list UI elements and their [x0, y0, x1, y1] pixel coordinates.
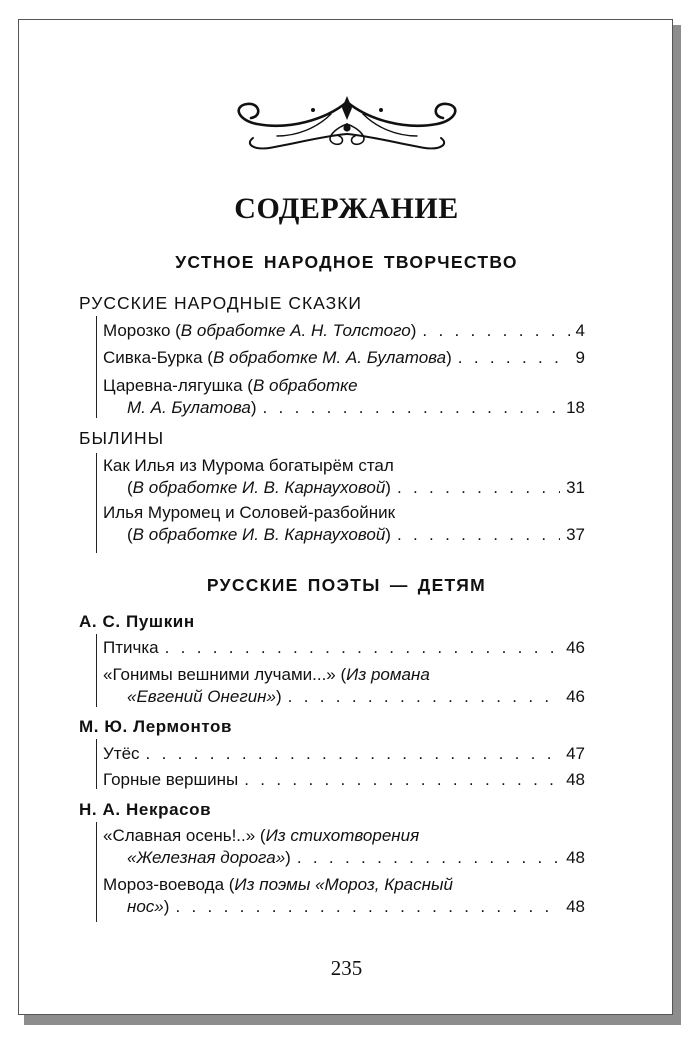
- toc-entry[interactable]: [103, 768, 585, 790]
- group-rule: [96, 822, 97, 922]
- entry-title: Мороз-воевода: [103, 875, 225, 894]
- entry-title: Морозко: [103, 321, 171, 340]
- leader-dots: [169, 897, 560, 917]
- entry-note: Из романа: [346, 665, 430, 684]
- entry-note: В обработке А. Н. Толстого: [180, 321, 411, 340]
- entry-page: 46: [566, 687, 585, 706]
- entry-note: М. А. Булатова: [127, 398, 251, 417]
- entry-note: В обработке: [252, 376, 358, 395]
- toc-entry-line1[interactable]: Царевна-лягушка (В обработке: [103, 376, 358, 395]
- entry-title: Илья Муромец и Соловей-разбойник: [103, 503, 396, 522]
- toc-entry[interactable]: (В обработке И. В. Карнауховой) . . . 37: [127, 523, 585, 545]
- entry-title: Утёс: [103, 744, 140, 763]
- entry-page: 46: [566, 638, 585, 657]
- group-rule: [96, 316, 97, 418]
- toc-entry[interactable]: (В обработке И. В. Карнауховой) . . . 31: [127, 476, 585, 498]
- toc-entry-line1[interactable]: «Гонимы вешними лучами...» (Из романа: [103, 665, 430, 684]
- group-rule: [96, 739, 97, 789]
- leader-dots: [391, 478, 560, 498]
- leader-dots: [257, 398, 561, 418]
- toc-entry[interactable]: М. А. Булатова) . . . 18: [127, 396, 585, 418]
- entry-title: Птичка: [103, 638, 159, 657]
- entry-page: 9: [575, 348, 585, 367]
- entry-note: «Железная дорога»: [127, 848, 286, 867]
- entry-title: Горные вершины: [103, 770, 239, 789]
- leader-dots: [416, 321, 569, 341]
- entry-page: 31: [566, 478, 585, 497]
- entry-page: 37: [566, 525, 585, 544]
- leader-dots: [282, 687, 560, 707]
- leader-dots: [391, 525, 560, 545]
- leader-dots: [452, 348, 570, 368]
- author-name: Н. А. Некрасов: [79, 800, 212, 819]
- entry-note: В обработке И. В. Карнауховой: [132, 478, 386, 497]
- leader-dots: [291, 848, 560, 868]
- entry-note: «Евгений Онегин»: [127, 687, 276, 706]
- toc-entry-line1[interactable]: «Славная осень!..» (Из стихотворения: [103, 826, 420, 845]
- toc-entry[interactable]: Морозко (В обработке А. Н. Толстого) . . . 4: [103, 319, 585, 341]
- toc-entry[interactable]: нос») . . . 48: [127, 895, 585, 917]
- entry-page: 47: [566, 744, 585, 763]
- toc-entry-line1[interactable]: [103, 503, 395, 523]
- toc-entry[interactable]: «Евгений Онегин») . . . 46: [127, 685, 585, 707]
- leader-dots: [159, 638, 560, 658]
- entry-note: В обработке И. В. Карнауховой: [132, 525, 386, 544]
- toc-entry[interactable]: «Железная дорога») . . . 48: [127, 846, 585, 868]
- entry-note: Из поэмы «Мороз, Красный: [234, 875, 453, 894]
- section-heading: УСТНОЕ НАРОДНОЕ ТВОРЧЕСТВО: [175, 252, 518, 272]
- entry-title: «Славная осень!..»: [103, 826, 256, 845]
- entry-page: 48: [566, 770, 585, 789]
- author-name: А. С. Пушкин: [79, 612, 195, 631]
- book-page: [18, 19, 673, 1015]
- ornament-icon: [227, 94, 467, 160]
- entry-title: Как Илья из Мурома богатырём стал: [103, 456, 394, 475]
- group-rule: [96, 634, 97, 707]
- entry-page: 48: [566, 848, 585, 867]
- entry-title: Сивка-Бурка: [103, 348, 203, 367]
- author-name: М. Ю. Лермонтов: [79, 717, 233, 736]
- leader-dots: [238, 770, 560, 790]
- entry-page: 4: [575, 321, 585, 340]
- category-heading: БЫЛИНЫ: [79, 428, 165, 448]
- category-heading: РУССКИЕ НАРОДНЫЕ СКАЗКИ: [79, 293, 362, 313]
- entry-page: 48: [566, 897, 585, 916]
- section-heading: РУССКИЕ ПОЭТЫ — ДЕТЯМ: [206, 575, 487, 595]
- leader-dots: [140, 744, 561, 764]
- entry-note: В обработке М. А. Булатова: [212, 348, 447, 367]
- toc-entry[interactable]: [103, 742, 585, 764]
- page-number: 235: [330, 956, 363, 980]
- entry-page: 18: [566, 398, 585, 417]
- page-title: СОДЕРЖАНИЕ: [234, 192, 459, 225]
- toc-entry[interactable]: Сивка-Бурка (В обработке М. А. Булатова) . . . 9: [103, 346, 585, 368]
- group-rule: [96, 453, 97, 553]
- entry-note: Из стихотворения: [265, 826, 420, 845]
- entry-title: Царевна-лягушка: [103, 376, 243, 395]
- entry-note: нос»: [127, 897, 164, 916]
- toc-entry[interactable]: [103, 636, 585, 658]
- entry-title: «Гонимы вешними лучами...»: [103, 665, 336, 684]
- toc-entry-line1[interactable]: [103, 456, 394, 476]
- toc-entry-line1[interactable]: Мороз-воевода (Из поэмы «Мороз, Красный: [103, 875, 453, 894]
